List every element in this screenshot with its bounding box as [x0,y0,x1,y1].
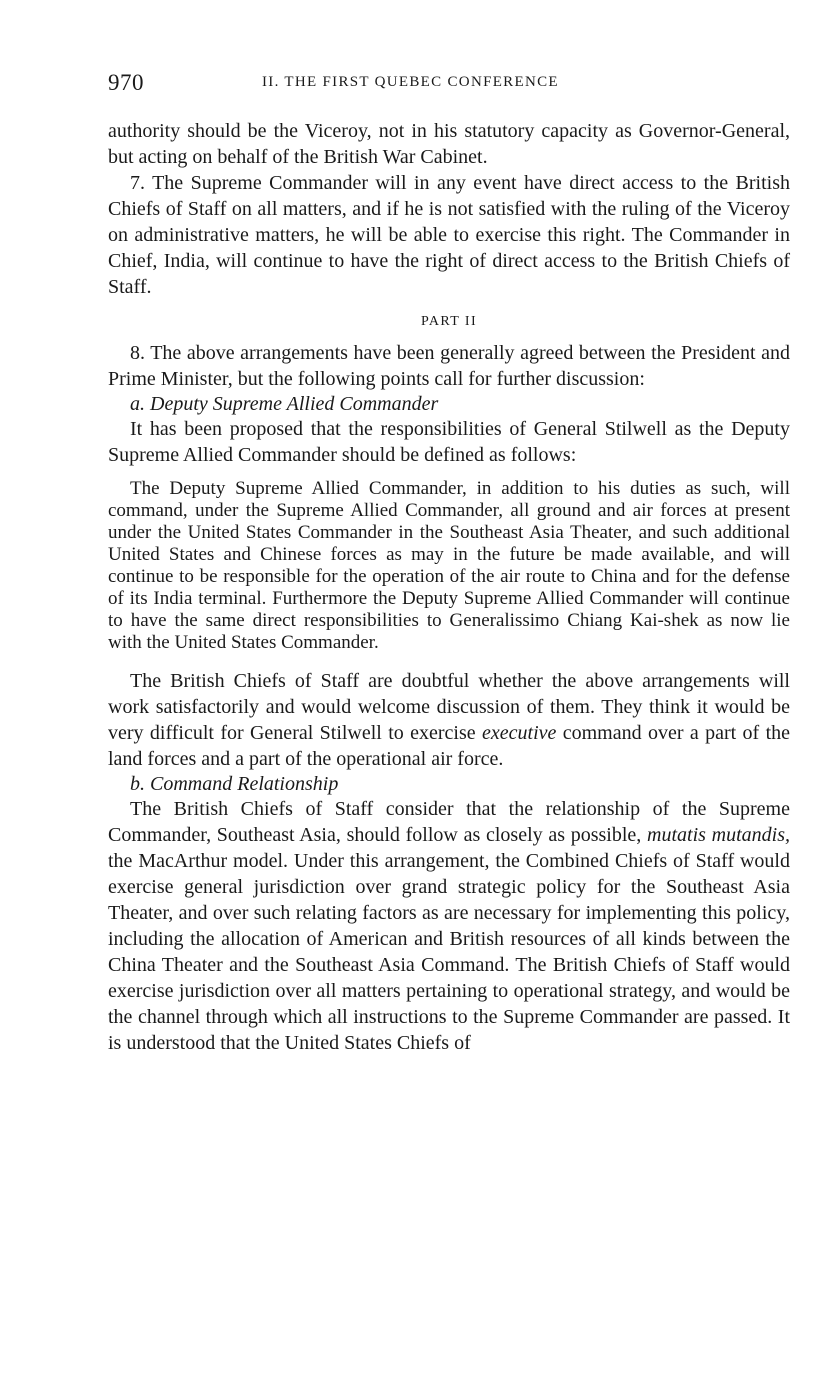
paragraph-b-text-1: The British Chiefs of Staff consider that the relationship of the Supreme Commander, Southeast Asia, should follow as closely as possible, [108,798,790,846]
part-heading: PART II [420,314,478,329]
running-head [108,70,790,104]
page-number: 970 [108,70,144,95]
block-quote [108,478,790,654]
paragraph-a-response-text-2: command over a part of the land forces and a part of the operational air force. [108,722,791,770]
paragraph-a-response [108,668,790,772]
paragraph-a-response-text-1: The British Chiefs of Staff are doubtful whether the above arrangements will work satisfactorily and would welcome discussion of them. They think it would be very difficult for General Stilwell to exercise [108,670,790,744]
subheading-command-relationship: b. Command Relationship [130,773,339,795]
paragraph-8: 8. The above arrangements have been generally agreed between the President and Prime Minister, but the following points call for further discussion: [108,342,790,390]
paragraph-a-response-emphasis: executive [482,722,557,744]
paragraph-continuation: authority should be the Viceroy, not in his statutory capacity as Governor-General, but acting on behalf of the British War Cabinet. [108,120,790,168]
paragraph-b-emphasis: mutatis mutandis, [647,824,790,846]
subheading-deputy-commander: a. Deputy Supreme Allied Commander [130,393,439,415]
paragraph-b-text-2: the MacArthur model. Under this arrangement, the Combined Chiefs of Staff would exercise general jurisdiction over grand strategic policy for the Southeast Asia Theater, and over such relating factors as are necessary for implementing this policy, including the allocation of American and British resources of all kinds between the China Theater and the Southeast Asia Command. The British Chiefs of Staff would exercise jurisdiction over all matters pertaining to operational strategy, and would be the channel through which all instructions to the Supreme Commander are passed. It is understood that the United States Chiefs of [108,850,790,1054]
block-quote-text: The Deputy Supreme Allied Commander, in addition to his duties as such, will command, under the Supreme Allied Commander, all ground and air forces at present under the United States Commander in the Southeast Asia Theater, and such additional United States and Chinese forces as may in the future be made available, and will continue to be responsible for the operation of the air route to China and for the defense of its India terminal. Furthermore the Deputy Supreme Allied Commander will continue to have the same direct responsibilities to Generalissimo Chiang Kai-shek as now lie with the United States Commander. [108,478,790,653]
paragraph-b [108,796,790,1056]
paragraph-a-intro: It has been proposed that the responsibilities of General Stilwell as the Deputy Supreme Allied Commander should be defined as follows: [108,418,790,466]
paragraph-7: 7. The Supreme Commander will in any event have direct access to the British Chiefs of Staff on all matters, and if he is not satisfied with the ruling of the Viceroy on administrative matters, he will be able to exercise this right. The Commander in Chief, India, will continue to have the right of direct access to the British Chiefs of Staff. [108,172,790,298]
body-text [108,118,790,1056]
running-title: II. THE FIRST QUEBEC CONFERENCE [262,74,559,90]
document-page [108,70,790,1056]
